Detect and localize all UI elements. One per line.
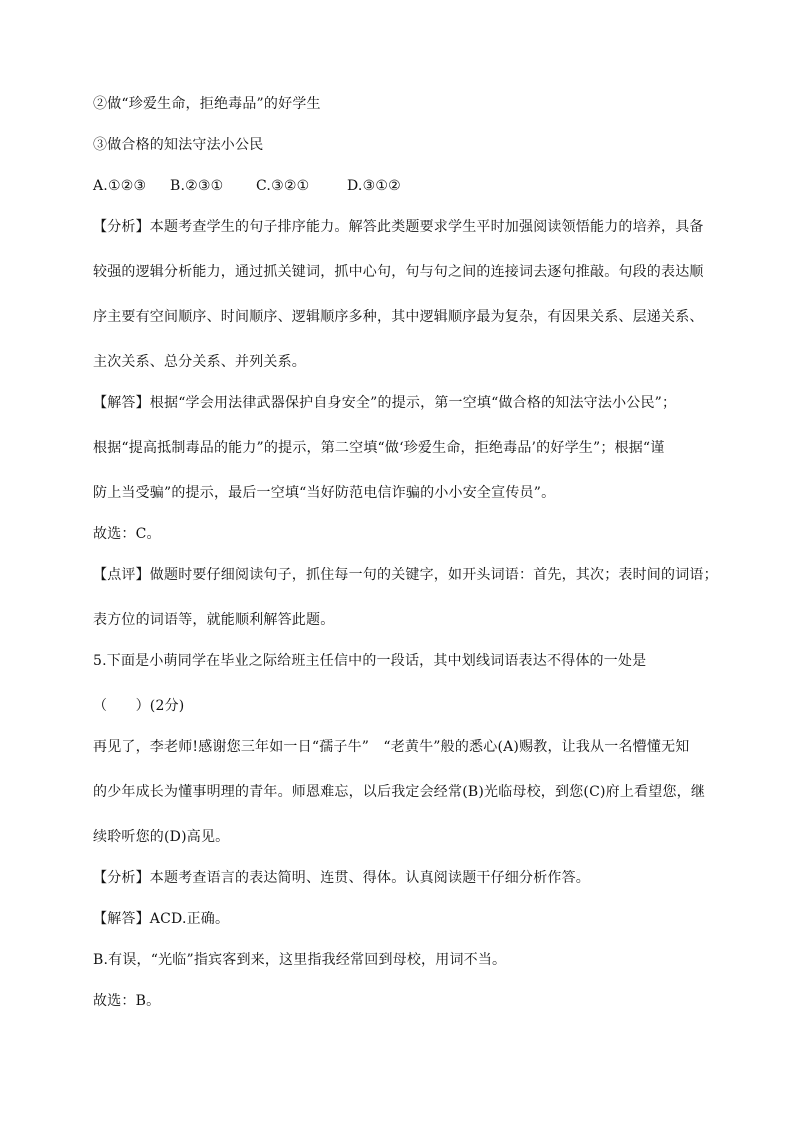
analysis-1-line: 较强的逻辑分析能力，通过抓关键词，抓中心句，句与句之间的连接词去逐句推敲。句段的表达顺 xyxy=(93,264,704,280)
question-5-line: 5.下面是小萌同学在毕业之际给班主任信中的一段话，其中划线词语表达不得体的一处是 xyxy=(93,653,647,669)
item-3: ③做合格的知法守法小公民 xyxy=(93,137,264,153)
document-page xyxy=(93,94,718,1011)
option-c: C.③②① xyxy=(256,178,310,194)
comment-1-line: 表方位的词语等，就能顺利解答此题。 xyxy=(93,612,335,628)
passage-line: 再见了，李老师!感谢您三年如一日“孺子牛” “老黄牛”般的悉心(A)赐教，让我从一名懵懂无知 xyxy=(93,739,690,755)
option-a: A.①②③ xyxy=(93,178,147,194)
analysis-1-line: 【分析】本题考查学生的句子排序能力。解答此类题要求学生平时加强阅读领悟能力的培养，具备 xyxy=(93,219,704,235)
analysis-2: 【分析】本题考查语言的表达简明、连贯、得体。认真阅读题干仔细分析作答。 xyxy=(93,870,590,886)
analysis-1 xyxy=(93,217,705,372)
answer-1-line: 根据“提高抵制毒品的能力”的提示，第二空填“做‘珍爱生命，拒绝毒品’的好学生”；根据“谨 xyxy=(93,440,665,456)
choice-2: 故选：B。 xyxy=(93,993,161,1009)
comment-1 xyxy=(93,565,718,630)
answer-2: 【解答】ACD.正确。 xyxy=(93,911,230,927)
analysis-1-line: 主次关系、总分关系、并列关系。 xyxy=(93,354,306,370)
option-d: D.③①② xyxy=(347,178,401,194)
explain-2: B.有误，“光临”指宾客到来，这里指我经常回到母校，用词不当。 xyxy=(93,952,507,968)
question-5 xyxy=(93,651,705,716)
passage-line: 续聆听您的(D)高见。 xyxy=(93,829,230,845)
choice-1: 故选：C。 xyxy=(93,526,161,542)
option-b: B.②③① xyxy=(170,178,224,194)
answer-1-line: 防上当受骗”的提示，最后一空填“当好防范电信诈骗的小小安全宣传员”。 xyxy=(93,485,556,501)
answer-1-line: 【解答】根据“学会用法律武器保护自身安全”的提示，第一空填“做合格的知法守法小公民”； xyxy=(93,395,677,411)
comment-1-line: 【点评】做题时要仔细阅读句子，抓住每一句的关键字，如开头词语：首先，其次；表时间的词语； xyxy=(93,567,718,583)
passage xyxy=(93,737,705,847)
item-2: ②做“珍爱生命，拒绝毒品”的好学生 xyxy=(93,96,321,112)
question-5-line: （ ）(2分) xyxy=(93,698,185,714)
analysis-1-line: 序主要有空间顺序、时间顺序、逻辑顺序多种，其中逻辑顺序最为复杂，有因果关系、层递关系、 xyxy=(93,309,704,325)
passage-line: 的少年成长为懂事明理的青年。师恩难忘，以后我定会经常(B)光临母校，到您(C)府上看望您，继 xyxy=(93,784,706,800)
options-row xyxy=(93,176,705,196)
answer-1 xyxy=(93,393,705,503)
